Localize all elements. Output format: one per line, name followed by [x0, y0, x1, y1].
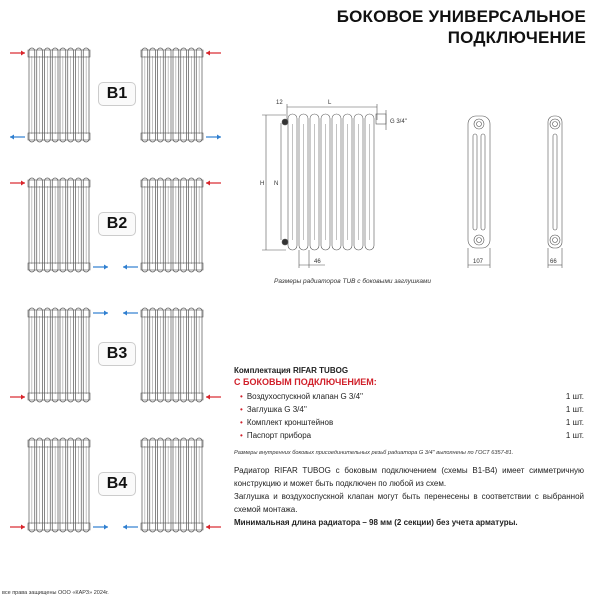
copyright-footer: все права защищены ООО «КАРЗ» 2024г. — [2, 590, 109, 596]
kit-item — [234, 429, 584, 442]
drawing-caption: Размеры радиаторов TUB с боковыми заглушками — [274, 278, 432, 285]
return-arrow-icon — [93, 265, 108, 270]
bullet-icon: • — [240, 405, 243, 414]
scheme-b1 — [0, 46, 230, 146]
dim-H: H — [260, 181, 265, 187]
dim-N: N — [274, 181, 279, 187]
supply-arrow-icon — [206, 181, 221, 186]
kit-heading: Комплектация RIFAR TUBOG — [234, 366, 349, 375]
dim-12: 12 — [276, 100, 283, 106]
radiator-right — [123, 438, 221, 532]
kit-item-name: Паспорт прибора — [246, 431, 312, 440]
dim-107: 107 — [473, 259, 484, 265]
supply-arrow-icon — [10, 181, 25, 186]
supply-arrow-icon — [10, 51, 25, 56]
scheme-b3 — [0, 306, 230, 406]
front-view — [282, 114, 374, 250]
kit-item — [234, 390, 584, 403]
description: Радиатор RIFAR TUBOG с боковым подключением (схемы B1-B4) имеет симметричную конструкцию и может быть подключен по любой из схем. Заглушка и воздухоспускной клапан могут быть перенесены в соответствии с выбранной схемой монтажа. Минимальная длина радиатора – 98 мм (2 секции) без учета арматуры. — [234, 466, 584, 527]
return-arrow-icon — [206, 135, 221, 140]
kit-item-qty: 1 шт. — [565, 418, 584, 427]
kit-subheading: С БОКОВЫМ ПОДКЛЮЧЕНИЕМ: — [234, 377, 377, 387]
dim-L: L — [328, 100, 332, 106]
dim-66: 66 — [550, 259, 557, 265]
scheme-b2 — [0, 176, 230, 276]
technical-drawing — [240, 90, 600, 280]
kit-item-qty: 1 шт. — [565, 431, 584, 440]
kit-item-name: Воздухоспускной клапан G 3/4'' — [246, 392, 364, 401]
bullet-icon: • — [240, 392, 243, 401]
page-title: БОКОВОЕ УНИВЕРСАЛЬНОЕ ПОДКЛЮЧЕНИЕ — [336, 7, 586, 47]
return-arrow-icon — [123, 525, 138, 530]
radiator-left — [10, 308, 108, 402]
kit-item-name: Заглушка G 3/4'' — [246, 405, 307, 414]
kit-item-qty: 1 шт. — [565, 392, 584, 401]
supply-arrow-icon — [10, 525, 25, 530]
bullet-icon: • — [240, 431, 243, 440]
radiator-left — [10, 438, 108, 532]
scheme-label: B1 — [98, 82, 136, 106]
side-view-66 — [548, 116, 562, 268]
supply-arrow-icon — [206, 51, 221, 56]
dim-46: 46 — [314, 259, 321, 265]
radiator-left — [10, 48, 90, 142]
scheme-label: B2 — [98, 212, 136, 236]
kit-item-qty: 1 шт. — [565, 405, 584, 414]
radiator-right — [141, 48, 221, 142]
supply-arrow-icon — [10, 395, 25, 400]
supply-arrow-icon — [206, 525, 221, 530]
scheme-label: B4 — [98, 472, 136, 496]
scheme-label: B3 — [98, 342, 136, 366]
radiator-left — [10, 178, 108, 272]
kit-section — [234, 366, 584, 442]
thread-note: Размеры внутренних боковых присоединительных резьб радиатора G 3/4'' выполнены по ГОСТ 6357-81. — [234, 450, 514, 456]
radiator-right — [123, 178, 221, 272]
return-arrow-icon — [123, 311, 138, 316]
scheme-b4 — [0, 436, 230, 536]
return-arrow-icon — [93, 311, 108, 316]
bullet-icon: • — [240, 418, 243, 427]
return-arrow-icon — [123, 265, 138, 270]
return-arrow-icon — [10, 135, 25, 140]
kit-item — [234, 416, 584, 429]
dim-thread: G 3/4'' — [390, 119, 407, 125]
side-view-107 — [468, 116, 490, 268]
radiator-right — [123, 308, 221, 402]
kit-item-name: Комплект кронштейнов — [246, 418, 334, 427]
supply-arrow-icon — [206, 395, 221, 400]
kit-item — [234, 403, 584, 416]
return-arrow-icon — [93, 525, 108, 530]
